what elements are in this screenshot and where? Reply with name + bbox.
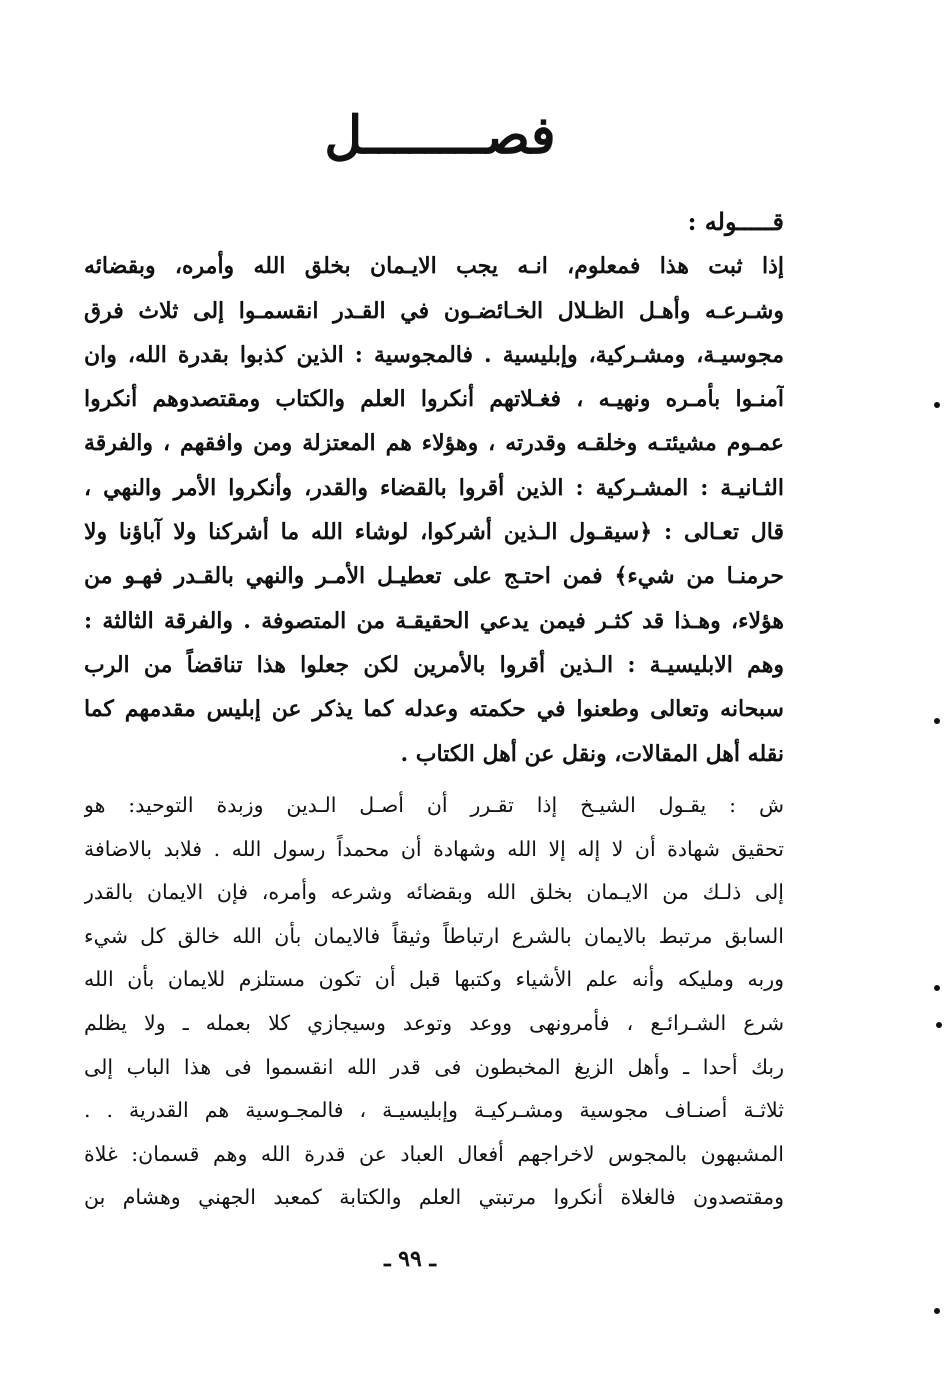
text-line: ثلاثـة أصنـاف مجوسية ومشـركيـة وإبليسيـة ، فالمجـوسية هم القدرية . . — [84, 1098, 784, 1123]
text-line: ش : يقـول الشيـخ إذا تقـرر أن أصـل الـدين وزبدة التوحيد: هو — [84, 793, 784, 817]
text-line: وهم الابليسيـة : الـذين أقروا بالأمرين لكن جعلوا هذا تناقضاً من الرب — [84, 651, 784, 678]
scan-mark-dot — [936, 1022, 942, 1028]
text-line: ومقتصدون فالغلاة أنكروا مرتبتي العلم والكتابة كمعبد الجهني وهشام بن — [84, 1185, 784, 1210]
text-line: سبحانه وتعالى وطعنوا في حكمته وعدله كما يذكر عن إبليس مقدمهم كما — [84, 696, 784, 723]
text-line: هؤلاء، وهـذا قد كثـر فيمن يدعي الحقيقـة من المتصوفة . والفرقة الثالثة : — [84, 607, 784, 634]
scan-mark-dot — [934, 718, 940, 724]
text-line: وربه ومليكه وأنه علم الأشياء وكتبها قبل أن تكون مستلزم للايمان بأن الله — [84, 967, 784, 992]
text-line: الثـانيـة : المشـركية : الذين أقروا بالقضاء والقدر، وأنكروا الأمر والنهي ، — [84, 474, 784, 501]
text-line: إذا ثبت هذا فمعلوم، انـه يجب الايـمان بخلق الله وأمره، وبقضائه — [84, 253, 784, 280]
text-line: آمنـوا بأمـره ونهيـه ، فغـلاتهم أنكروا العلم والكتاب ومقتصدوهم أنكروا — [84, 386, 784, 413]
text-line: قال تعـالى : ﴿سيقـول الـذين أشركوا، لوشاء الله ما أشركنا ولا آباؤنا ولا — [84, 519, 784, 546]
text-line: نقله أهل المقالات، ونقل عن أهل الكتاب . — [400, 740, 784, 767]
text-line: حرمنـا من شيء﴾ فمن احتـج على تعطيـل الأمـر والنهي بالقـدر فهـو من — [84, 563, 784, 590]
section-commentary — [84, 784, 784, 1220]
page-number: ـ ٩٩ ـ — [384, 1246, 436, 1272]
text-line: المشبهون بالمجوس لاخراجهم أفعال العباد عن قدرة الله وهم قسمان: غلاة — [84, 1141, 784, 1166]
section-quote — [84, 200, 784, 776]
scan-mark-dot — [934, 1308, 940, 1314]
text-line: شرع الشـرائـع ، فأمرونهى ووعد وتوعد وسيجازي كلا بعمله ـ ولا يظلم — [84, 1010, 784, 1035]
text-line: تحقيق شهادة أن لا إله إلا الله وشهادة أن محمداً رسول الله . فلابد بالاضافة — [84, 836, 784, 861]
text-line: إلى ذلـك من الايـمان بخلق الله وبقضائه وشرعه وأمره، فإن الايمان بالقدر — [84, 880, 784, 905]
text-line: السابق مرتبط بالايمان بالشرع ارتباطاً وثيقاً فالايمان بأن الله خالق كل شيء — [84, 923, 784, 948]
text-line: عمـوم مشيئتـه وخلقـه وقدرته ، وهؤلاء هم المعتزلة ومن وافقهم ، والفرقة — [84, 430, 784, 457]
quote-label: قـــــوله : — [687, 207, 784, 236]
chapter-heading: فصــــــــل — [324, 105, 556, 166]
text-line: مجوسيـة، ومشـركية، وإبليسية . فالمجوسية : الذين كذبوا بقدرة الله، وان — [84, 341, 784, 368]
text-line: ربك أحدا ـ وأهل الزيغ المخبطون فى قدر الله انقسموا فى هذا الباب إلى — [84, 1054, 784, 1079]
scan-mark-dot — [934, 985, 940, 991]
text-line: وشـرعـه وأهـل الظـلال الخـائضـون في القـدر انقسمـوا إلى ثلاث فرق — [84, 297, 784, 324]
scan-mark-dot — [934, 402, 940, 408]
